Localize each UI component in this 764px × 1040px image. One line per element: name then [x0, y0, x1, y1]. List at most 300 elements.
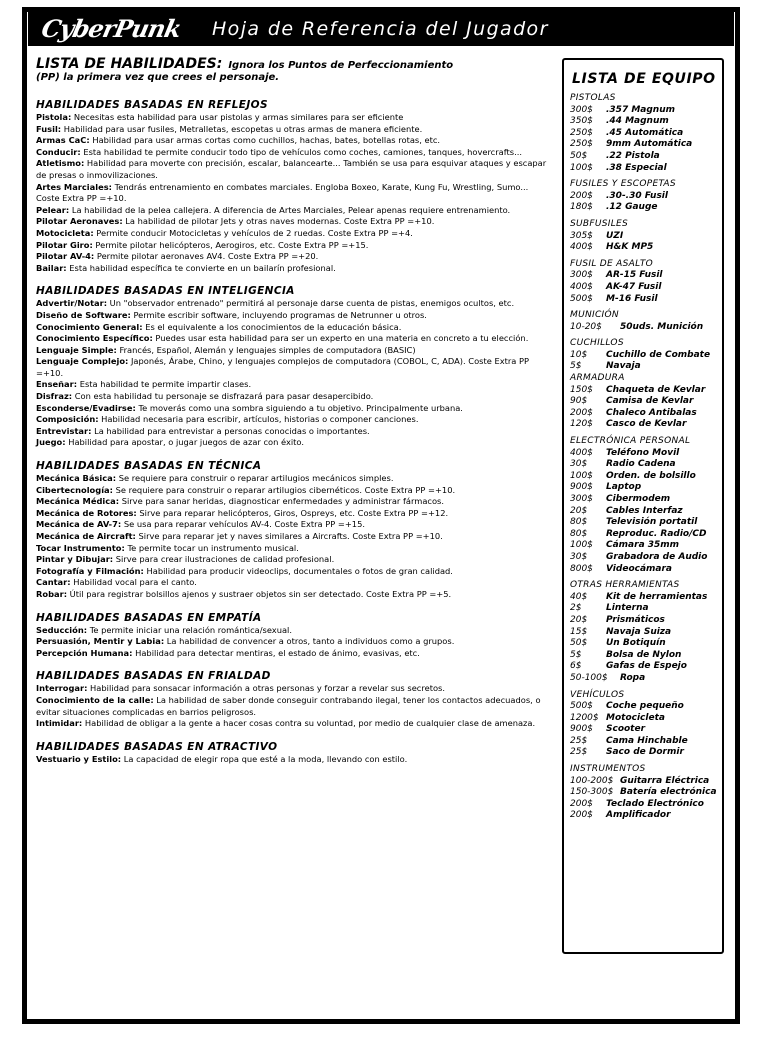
- skill-description: La habilidad de convencer a otros, tanto a individuos como a grupos.: [164, 636, 455, 647]
- skill-name: Percepción Humana:: [36, 647, 133, 658]
- cyberpunk-logo: CyberPunk: [38, 14, 184, 43]
- skill-entry: [36, 648, 551, 660]
- equipment-name: Kit de herramientas: [606, 591, 708, 602]
- equipment-item: [570, 471, 718, 483]
- equipment-name: .44 Magnum: [606, 116, 669, 127]
- equipment-price: 25$: [570, 747, 588, 758]
- skill-entry: [36, 566, 551, 578]
- equipment-name: Linterna: [606, 603, 649, 614]
- skill-entry: [36, 508, 551, 520]
- equipment-item: [570, 350, 718, 362]
- skill-description: Te permite iniciar una relación romántica/sexual.: [87, 624, 292, 635]
- equipment-price: 20$: [570, 614, 588, 625]
- equipment-price: 1200$: [570, 712, 599, 723]
- skill-entry: [36, 216, 551, 228]
- equipment-item: [570, 552, 718, 564]
- skill-name: Motocicleta:: [36, 227, 94, 238]
- equipment-price: 100$: [570, 162, 593, 173]
- skill-description: Habilidad para usar fusiles, Metralletas, escopetas u otras armas de manera eficiente.: [61, 123, 423, 134]
- equipment-price: 40$: [570, 591, 588, 602]
- equipment-name: Navaja Suiza: [606, 626, 672, 637]
- equipment-price: 80$: [570, 528, 588, 539]
- equipment-price: 2$: [570, 603, 582, 614]
- skill-description: Se requiere para construir o reparar artilugios cibernéticos. Coste Extra PP =+10.: [112, 484, 456, 495]
- skill-entry: [36, 124, 551, 136]
- skill-description: Habilidad de obligar a la gente a hacer cosas contra su voluntad, por medio de cualquier clase de amenaza.: [82, 718, 536, 729]
- skill-entry: [36, 695, 551, 718]
- skill-section-title: HABILIDADES BASADAS EN TÉCNICA: [36, 460, 262, 473]
- equipment-price: 300$: [570, 104, 593, 115]
- skill-description: Habilidad para moverte con precisión, escalar, balancearte... También se usa para esquivar ataques y escapar de presas o inmovilizaciones.: [36, 158, 547, 180]
- skill-entry: [36, 205, 551, 217]
- skills-title: LISTA DE HABILIDADES:: [36, 56, 223, 72]
- skill-description: Se usa para reparar vehículos AV-4. Coste Extra PP =+15.: [121, 519, 365, 530]
- equipment-price: 25$: [570, 735, 588, 746]
- skill-name: Conocimiento de la calle:: [36, 694, 154, 705]
- equipment-item: [570, 736, 718, 748]
- skill-name: Interrogar:: [36, 683, 88, 694]
- skill-name: Pistola:: [36, 112, 72, 122]
- equipment-name: Prismáticos: [606, 614, 665, 625]
- skill-description: La habilidad de saber donde conseguir contrabando ilegal, tener los contactos adecuados, o evitar situaciones complicadas en barrios peligrosos.: [36, 694, 541, 717]
- skill-entry: [36, 577, 551, 589]
- skill-entry: [36, 403, 551, 415]
- skill-entry: [36, 240, 551, 252]
- equipment-category: SUBFUSILES: [570, 218, 629, 229]
- skill-description: Con esta habilidad tu personaje se disfrazará para pasar desapercibido.: [72, 391, 374, 402]
- skill-description: Puedes usar esta habilidad para ser un experto en una materia en concreto a tu elección.: [152, 333, 529, 344]
- skill-name: Cibertecnología:: [36, 484, 113, 495]
- skill-description: Necesitas esta habilidad para usar pistolas y armas similares para ser eficiente: [71, 112, 404, 122]
- equipment-item: [570, 459, 718, 471]
- equipment-item: [570, 540, 718, 552]
- skill-name: Entrevistar:: [36, 425, 92, 436]
- equipment-name: Orden. de bolsillo: [606, 470, 696, 481]
- equipment-price: 10$: [570, 349, 588, 360]
- equipment-price: 5$: [570, 649, 582, 660]
- equipment-item: [570, 105, 718, 117]
- equipment-name: H&K MP5: [606, 242, 654, 253]
- equipment-price: 300$: [570, 494, 593, 504]
- equipment-name: AR-15 Fusil: [606, 270, 663, 281]
- skill-entry: [36, 112, 551, 124]
- skill-name: Vestuario y Estilo:: [36, 753, 122, 764]
- equipment-item: [570, 638, 718, 650]
- equipment-price: 100$: [570, 540, 593, 551]
- skill-description: Francés, Español, Alemán y lenguajes simples de computadora (BASIC): [116, 344, 416, 355]
- skill-description: Permite pilotar aeronaves AV4. Coste Extra PP =+20.: [94, 251, 319, 262]
- skill-section-title: HABILIDADES BASADAS EN REFLEJOS: [36, 99, 268, 111]
- equipment-price: 150$: [570, 384, 593, 395]
- equipment-item: [570, 747, 718, 759]
- equipment-name: .357 Magnum: [606, 104, 676, 115]
- skill-description: Habilidad para apostar, o jugar juegos de azar con éxito.: [65, 437, 304, 448]
- equipment-name: Videocámara: [606, 563, 672, 574]
- equipment-name: Saco de Dormir: [606, 747, 684, 758]
- skill-name: Intimidar:: [36, 718, 83, 729]
- equipment-name: M-16 Fusil: [606, 293, 658, 304]
- skill-entry: [36, 158, 551, 181]
- skill-name: Bailar:: [36, 262, 67, 273]
- equipment-name: Coche pequeño: [606, 701, 684, 712]
- equipment-category: PISTOLAS: [570, 93, 616, 103]
- equipment-item: [570, 482, 718, 494]
- skill-description: Permite pilotar helicópteros, Aerogiros, etc. Coste Extra PP =+15.: [92, 239, 369, 250]
- equipment-price: 6$: [570, 661, 582, 672]
- skill-name: Persuasión, Mentir y Labia:: [36, 636, 165, 647]
- skill-name: Cantar:: [36, 577, 71, 588]
- equipment-name: .30-.30 Fusil: [606, 190, 668, 201]
- equipment-price: 15$: [570, 626, 588, 637]
- equipment-price: 30$: [570, 551, 588, 562]
- skill-entry: [36, 379, 551, 391]
- equipment-item: [570, 139, 718, 151]
- equipment-item: [570, 615, 718, 627]
- skills-note-line2: (PP) la primera vez que crees el personaje.: [36, 72, 280, 83]
- skill-entry: [36, 426, 551, 438]
- equipment-item: [570, 419, 718, 431]
- skill-name: Pintar y Dibujar:: [36, 554, 114, 565]
- equipment-name: Casco de Kevlar: [606, 419, 687, 430]
- skill-description: Te permite tocar un instrumento musical.: [124, 542, 299, 553]
- equipment-name: Gafas de Espejo: [606, 661, 687, 672]
- skill-description: Habilidad para sonsacar información a otras personas y forzar a revelar sus secretos.: [87, 683, 445, 694]
- equipment-price: 5$: [570, 361, 582, 372]
- equipment-item: [570, 776, 718, 788]
- skill-entry: [36, 356, 551, 379]
- equipment-price: 350$: [570, 116, 593, 127]
- equipment-category: MUNICIÓN: [570, 310, 619, 321]
- equipment-price: 180$: [570, 202, 593, 213]
- equipment-name: Motocicleta: [606, 712, 665, 723]
- skill-entry: [36, 322, 551, 334]
- skill-description: Sirve para sanar heridas, diagnosticar enfermedades y administrar fármacos.: [119, 496, 445, 507]
- equipment-item: [570, 506, 718, 518]
- skill-entry: [36, 333, 551, 345]
- skill-description: Se requiere para construir o reparar artilugios mecánicos simples.: [116, 473, 394, 484]
- skill-name: Artes Marciales:: [36, 181, 112, 192]
- equipment-category: CUCHILLOS: [570, 338, 624, 349]
- skill-entry: [36, 625, 551, 637]
- skill-name: Lenguaje Simple:: [36, 344, 117, 355]
- equipment-category: ARMADURA: [570, 373, 625, 384]
- skill-name: Fusil:: [36, 123, 62, 134]
- skill-section: [36, 611, 551, 660]
- skill-entry: [36, 414, 551, 426]
- equipment-price: 90$: [570, 396, 588, 407]
- equipment-price: 300$: [570, 270, 593, 281]
- equipment-price: 100$: [570, 470, 593, 481]
- equipment-item: [570, 650, 718, 662]
- equipment-price: 30$: [570, 459, 588, 470]
- equipment-item: [570, 787, 718, 799]
- skill-description: La habilidad de la pelea callejera. A diferencia de Artes Marciales, Pelear apenas requiere entrenamiento.: [69, 204, 511, 215]
- skill-name: Conocimiento Específico:: [36, 333, 153, 344]
- skill-name: Lenguaje Complejo:: [36, 356, 129, 367]
- equipment-name: Teclado Electrónico: [606, 798, 704, 809]
- skill-description: Japonés, Árabe, Chino, y lenguajes complejos de computadora (COBOL, C, ADA). Coste Extra PP =+10.: [36, 356, 530, 378]
- equipment-name: Cámara 35mm: [606, 540, 680, 551]
- skill-entry: [36, 531, 551, 543]
- skill-section-title: HABILIDADES BASADAS EN EMPATÍA: [36, 611, 262, 624]
- equipment-name: Cama Hinchable: [606, 735, 688, 746]
- equipment-item: [570, 361, 718, 373]
- equipment-price: 200$: [570, 798, 593, 809]
- skill-entry: [36, 310, 551, 322]
- skill-name: Seducción:: [36, 624, 88, 635]
- skill-name: Mecánica Médica:: [36, 496, 120, 507]
- skill-name: Disfraz:: [36, 391, 73, 402]
- skill-entry: [36, 135, 551, 147]
- equipment-item: [570, 448, 718, 460]
- skill-description: Habilidad vocal para el canto.: [70, 577, 197, 588]
- skill-section-title: HABILIDADES BASADAS EN FRIALDAD: [36, 670, 271, 683]
- equipment-price: 900$: [570, 724, 593, 735]
- equipment-price: 120$: [570, 419, 593, 430]
- equipment-name: Laptop: [606, 482, 642, 493]
- skill-name: Armas CaC:: [36, 135, 90, 146]
- equipment-name: Navaja: [606, 361, 641, 372]
- equipment-name: Televisión portatil: [606, 517, 698, 528]
- skill-entry: [36, 298, 551, 310]
- skill-entry: [36, 473, 551, 485]
- equipment-price: 250$: [570, 127, 593, 138]
- skill-name: Esconderse/Evadirse:: [36, 402, 136, 413]
- equipment-price: 500$: [570, 701, 593, 712]
- equipment-item: [570, 661, 718, 673]
- skill-description: Habilidad para usar armas cortas como cuchillos, hachas, bates, botellas rotas, etc.: [89, 135, 441, 146]
- equipment-item: [570, 564, 718, 576]
- equipment-category: OTRAS HERRAMIENTAS: [570, 580, 680, 591]
- skill-entry: [36, 263, 551, 275]
- equipment-item: [570, 799, 718, 811]
- equipment-item: [570, 603, 718, 615]
- equipment-price: 50-100$: [570, 672, 608, 683]
- skill-name: Pilotar Giro:: [36, 239, 93, 250]
- equipment-item: [570, 713, 718, 725]
- equipment-name: UZI: [606, 230, 624, 241]
- skill-name: Conocimiento General:: [36, 321, 143, 332]
- equipment-item: [570, 294, 718, 306]
- equipment-item: [570, 592, 718, 604]
- equipment-name: Camisa de Kevlar: [606, 396, 694, 407]
- equipment-price: 200$: [570, 810, 593, 821]
- equipment-name: .45 Automática: [606, 127, 684, 138]
- equipment-name: .22 Pistola: [606, 150, 660, 161]
- equipment-price: 800$: [570, 563, 593, 574]
- skill-description: Habilidad para producir videoclips, documentales o fotos de gran calidad.: [143, 565, 453, 576]
- equipment-category: ELECTRÓNICA PERSONAL: [570, 436, 691, 447]
- page-title: Hoja de Referencia del Jugador: [212, 18, 549, 40]
- skill-name: Mecánica de Rotores:: [36, 507, 137, 518]
- equipment-price: 20$: [570, 505, 588, 516]
- skill-description: La habilidad para entrevistar a personas conocidas o importantes.: [91, 425, 370, 436]
- skill-name: Tocar Instrumento:: [36, 542, 125, 553]
- equipment-price: 200$: [570, 190, 593, 201]
- skill-section-title: HABILIDADES BASADAS EN ATRACTIVO: [36, 740, 278, 753]
- skill-section: [36, 459, 551, 601]
- skill-name: Pilotar Aeronaves:: [36, 216, 123, 227]
- equipment-name: Radio Cadena: [606, 459, 676, 470]
- equipment-title: LISTA DE EQUIPO: [572, 71, 716, 87]
- skill-name: Conducir:: [36, 146, 81, 157]
- skill-name: Mecánica de AV-7:: [36, 519, 122, 530]
- equipment-price: 900$: [570, 482, 593, 493]
- skill-description: Esta habilidad específica te convierte en un bailarín profesional.: [66, 262, 336, 273]
- skill-description: Permite conducir Motocicletas y vehículos de 2 ruedas. Coste Extra PP =+4.: [93, 227, 413, 238]
- equipment-price: 250$: [570, 139, 593, 150]
- skill-description: Útil para registrar bolsillos ajenos y sustraer objetos sin ser detectado. Coste Extra PP =+5.: [67, 588, 452, 599]
- equipment-name: Scooter: [606, 724, 646, 735]
- skill-section-title: HABILIDADES BASADAS EN INTELIGENCIA: [36, 285, 295, 298]
- equipment-price: 50$: [570, 150, 588, 161]
- equipment-item: [570, 673, 718, 685]
- skill-name: Fotografía y Filmación:: [36, 565, 144, 576]
- skill-entry: [36, 496, 551, 508]
- skill-entry: [36, 345, 551, 357]
- equipment-name: Chaleco Antibalas: [606, 407, 697, 418]
- equipment-price: 305$: [570, 230, 593, 241]
- equipment-category: FUSILES Y ESCOPETAS: [570, 179, 676, 190]
- equipment-price: 200$: [570, 407, 593, 418]
- skill-entry: [36, 589, 551, 601]
- skill-name: Robar:: [36, 588, 68, 599]
- skill-entry: [36, 683, 551, 695]
- skill-entry: [36, 147, 551, 159]
- equipment-item: [570, 494, 718, 506]
- equipment-name: Ropa: [620, 672, 646, 683]
- skill-entry: [36, 554, 551, 566]
- equipment-item: [570, 270, 718, 282]
- equipment-item: [570, 191, 718, 203]
- skill-description: La habilidad de pilotar Jets y otras naves modernas. Coste Extra PP =+10.: [122, 216, 435, 227]
- skill-name: Diseño de Software:: [36, 309, 131, 320]
- equipment-name: Bolsa de Nylon: [606, 649, 682, 660]
- skill-section: [36, 98, 551, 274]
- skill-name: Mecánica de Aircraft:: [36, 531, 136, 541]
- skill-description: Habilidad para detectar mentiras, el estado de ánimo, evasivas, etc.: [132, 647, 420, 658]
- equipment-item: [570, 724, 718, 736]
- equipment-name: AK-47 Fusil: [606, 281, 662, 292]
- equipment-name: 50uds. Munición: [620, 321, 704, 332]
- skill-description: La capacidad de elegir ropa que esté a la moda, llevando con estilo.: [121, 753, 408, 764]
- equipment-name: Reproduc. Radio/CD: [606, 528, 707, 539]
- equipment-item: [570, 202, 718, 214]
- equipment-item: [570, 385, 718, 397]
- equipment-price: 50$: [570, 638, 588, 649]
- skill-entry: [36, 636, 551, 648]
- equipment-category: FUSIL DE ASALTO: [570, 258, 653, 269]
- equipment-item: [570, 701, 718, 713]
- equipment-name: Un Botiquín: [606, 638, 666, 649]
- equipment-category: INSTRUMENTOS: [570, 764, 646, 775]
- equipment-name: .38 Especial: [606, 162, 667, 173]
- equipment-price: 500$: [570, 293, 593, 304]
- skill-entry: [36, 228, 551, 240]
- skill-entry: [36, 543, 551, 555]
- equipment-list-box: [562, 58, 724, 954]
- skill-section: [36, 740, 551, 766]
- skill-description: Sirve para reparar jet y naves similares a Aircrafts. Coste Extra PP =+10.: [135, 531, 443, 541]
- equipment-item: [570, 231, 718, 243]
- skill-name: Pilotar AV-4:: [36, 251, 95, 262]
- equipment-name: Cibermodem: [606, 494, 671, 504]
- skill-entry: [36, 437, 551, 449]
- skill-name: Juego:: [36, 437, 66, 448]
- skills-note-line1: Ignora los Puntos de Perfeccionamiento: [228, 60, 454, 71]
- header-banner: [28, 12, 734, 46]
- equipment-category: VEHÍCULOS: [570, 689, 625, 700]
- skill-name: Mecánica Básica:: [36, 473, 117, 484]
- skill-name: Advertir/Notar:: [36, 298, 108, 309]
- equipment-name: 9mm Automática: [606, 139, 693, 150]
- skills-column: [36, 56, 551, 775]
- skill-name: Atletismo:: [36, 158, 85, 169]
- skill-description: Es el equivalente a los conocimientos de la educación básica.: [142, 321, 402, 332]
- equipment-price: 150-300$: [570, 787, 614, 798]
- equipment-item: [570, 529, 718, 541]
- skill-name: Composición:: [36, 414, 99, 425]
- skill-description: Habilidad necesaria para escribir, artículos, historias o componer canciones.: [98, 414, 419, 425]
- equipment-price: 400$: [570, 242, 593, 253]
- equipment-name: .12 Gauge: [606, 202, 658, 213]
- skill-description: Tendrás entrenamiento en combates marciales. Engloba Boxeo, Karate, Kung Fu, Wrestling, Sumo... Coste Extra PP =+10.: [36, 181, 529, 204]
- equipment-item: [570, 322, 718, 334]
- skill-entry: [36, 391, 551, 403]
- skill-entry: [36, 519, 551, 531]
- equipment-name: Cuchillo de Combate: [606, 349, 711, 360]
- equipment-name: Chaqueta de Kevlar: [606, 384, 706, 395]
- equipment-item: [570, 396, 718, 408]
- equipment-name: Grabadora de Audio: [606, 551, 708, 562]
- equipment-name: Amplificador: [606, 810, 671, 821]
- equipment-item: [570, 810, 718, 822]
- skill-entry: [36, 182, 551, 205]
- equipment-item: [570, 517, 718, 529]
- equipment-price: 10-20$: [570, 321, 602, 332]
- equipment-price: 400$: [570, 281, 593, 292]
- skill-description: Te moverás como una sombra siguiendo a tu objetivo. Principalmente urbana.: [135, 402, 463, 413]
- skill-name: Enseñar:: [36, 379, 78, 390]
- skill-entry: [36, 485, 551, 497]
- equipment-name: Batería electrónica: [620, 787, 717, 798]
- equipment-name: Cables Interfaz: [606, 505, 683, 516]
- equipment-item: [570, 242, 718, 254]
- skill-description: Esta habilidad te permite conducir todo tipo de vehículos como coches, camiones, tanques, hovercrafts...: [80, 146, 523, 157]
- skill-description: Un "observador entrenado" permitirá al personaje darse cuenta de pistas, enemigos ocultos, etc.: [107, 298, 515, 309]
- equipment-item: [570, 163, 718, 175]
- equipment-item: [570, 116, 718, 128]
- skill-name: Pelear:: [36, 204, 70, 215]
- skill-section: [36, 284, 551, 449]
- skill-section: [36, 669, 551, 729]
- equipment-name: Guitarra Eléctrica: [620, 775, 710, 786]
- equipment-item: [570, 282, 718, 294]
- skill-entry: [36, 754, 551, 766]
- equipment-item: [570, 627, 718, 639]
- skill-description: Esta habilidad te permite impartir clases.: [77, 379, 252, 390]
- skill-description: Sirve para reparar helicópteros, Giros, Ospreys, etc. Coste Extra PP =+12.: [136, 507, 449, 518]
- equipment-price: 80$: [570, 517, 588, 528]
- equipment-item: [570, 151, 718, 163]
- equipment-price: 400$: [570, 447, 593, 458]
- equipment-item: [570, 128, 718, 140]
- skill-entry: [36, 251, 551, 263]
- skill-description: Sirve para crear ilustraciones de calidad profesional.: [113, 554, 335, 565]
- equipment-name: Teléfono Movil: [606, 447, 680, 458]
- skill-entry: [36, 718, 551, 730]
- equipment-item: [570, 408, 718, 420]
